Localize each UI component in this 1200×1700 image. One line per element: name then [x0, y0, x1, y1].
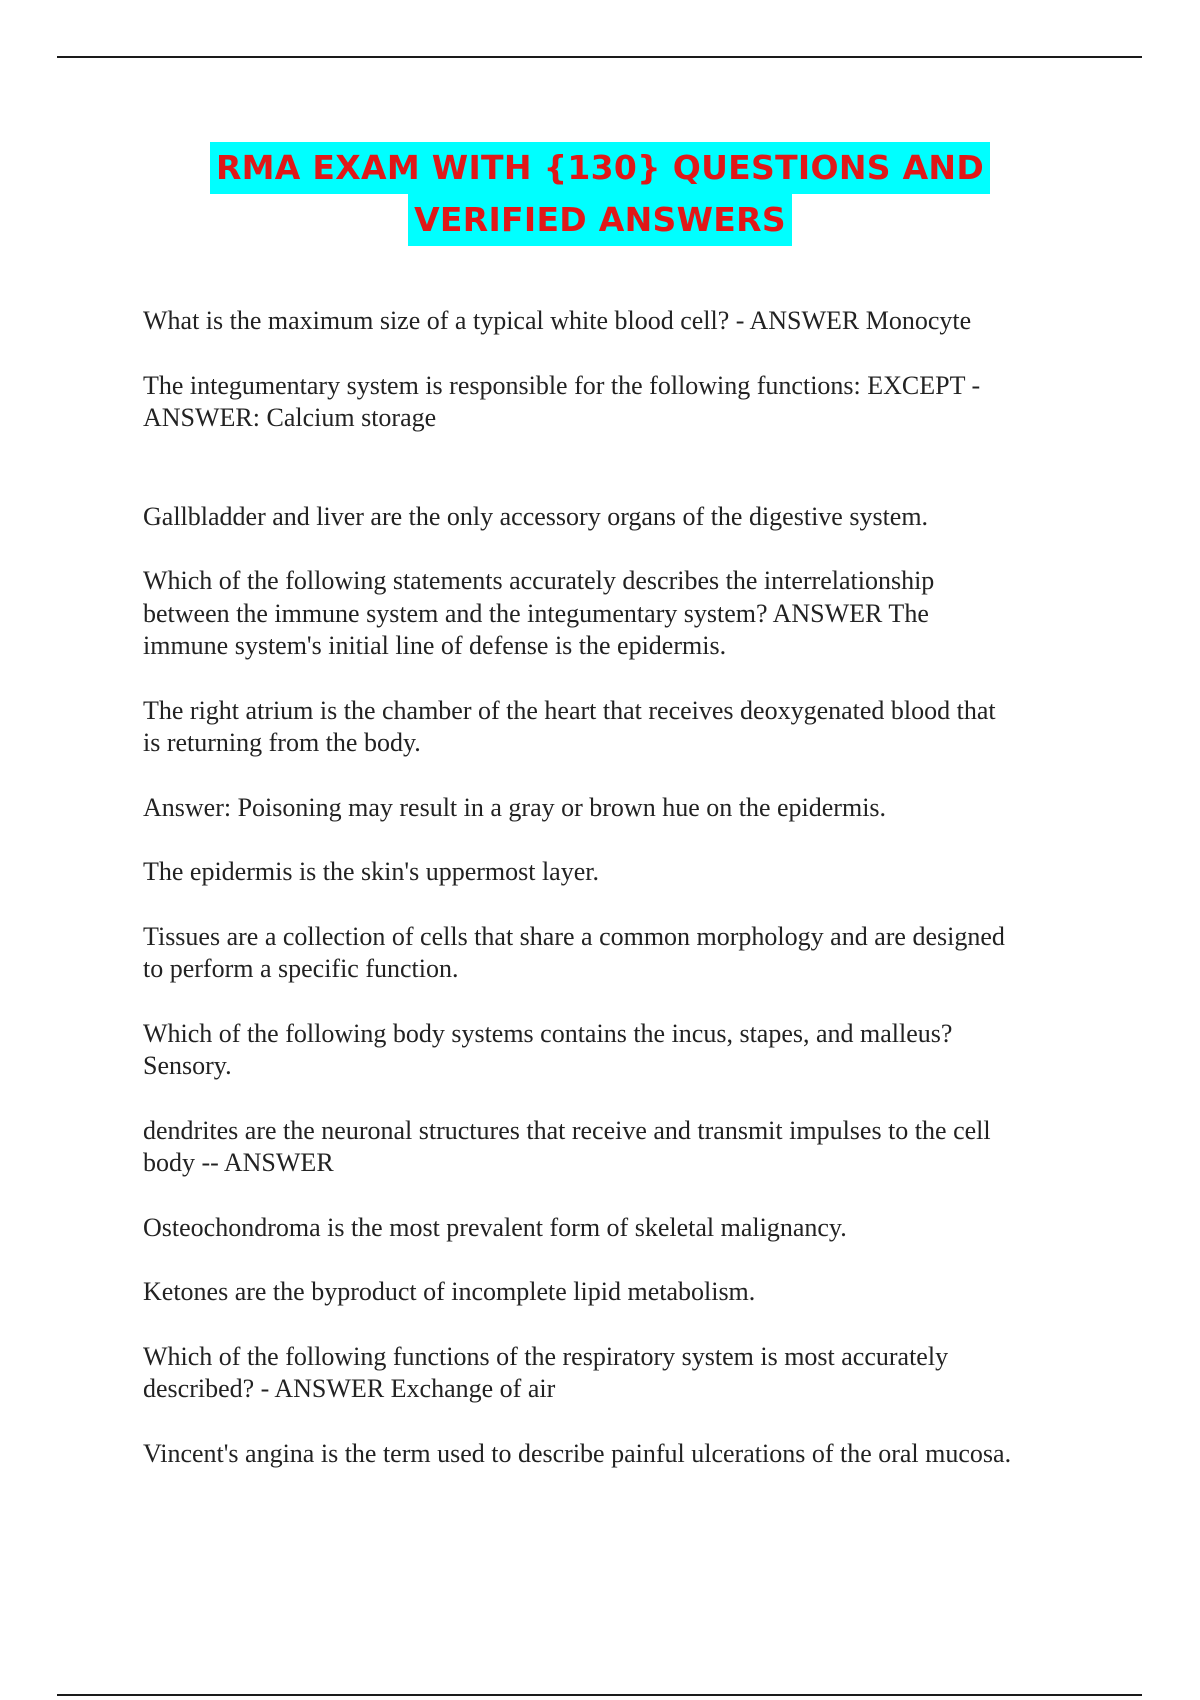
qa-paragraph-1: What is the maximum size of a typical white blood cell? - ANSWER Monocyte: [143, 306, 972, 335]
question-list: [143, 305, 1103, 1502]
qa-paragraph-8: Tissues are a collection of cells that share a common morphology and are designed to perform a specific function.: [143, 921, 1005, 983]
qa-paragraph-9: Which of the following body systems contains the incus, stapes, and malleus? Sensory.: [143, 1018, 953, 1080]
bottom-rule: [57, 1694, 1142, 1696]
document-title: [0, 142, 1200, 246]
qa-paragraph-5: The right atrium is the chamber of the heart that receives deoxygenated blood that is returning from the body.: [143, 695, 996, 757]
top-rule: [57, 56, 1142, 58]
qa-paragraph-3: Gallbladder and liver are the only accessory organs of the digestive system.: [143, 501, 929, 531]
qa-paragraph-2: The integumentary system is responsible for the following functions: EXCEPT - ANSWER: Calcium storage: [143, 370, 981, 432]
qa-paragraph-10: dendrites are the neuronal structures that receive and transmit impulses to the cell body -- ANSWER: [143, 1115, 991, 1177]
qa-paragraph-4: Which of the following statements accurately describes the interrelationship between the immune system and the integumentary system? ANSWER The immune system's initial line of defense is the epidermis.: [143, 566, 935, 660]
qa-paragraph-12: Ketones are the byproduct of incomplete lipid metabolism.: [143, 1277, 756, 1306]
qa-paragraph-7: The epidermis is the skin's uppermost layer.: [143, 857, 599, 886]
qa-paragraph-13: Which of the following functions of the respiratory system is most accurately described? - ANSWER Exchange of air: [143, 1341, 949, 1403]
title-line-2: VERIFIED ANSWERS: [408, 194, 792, 246]
qa-paragraph-11: Osteochondroma is the most prevalent form of skeletal malignancy.: [143, 1212, 847, 1242]
qa-paragraph-14: Vincent's angina is the term used to describe painful ulcerations of the oral mucosa.: [143, 1438, 1012, 1468]
qa-paragraph-6: Answer: Poisoning may result in a gray or brown hue on the epidermis.: [143, 792, 887, 822]
title-line-1: RMA EXAM WITH {130} QUESTIONS AND: [210, 142, 990, 194]
